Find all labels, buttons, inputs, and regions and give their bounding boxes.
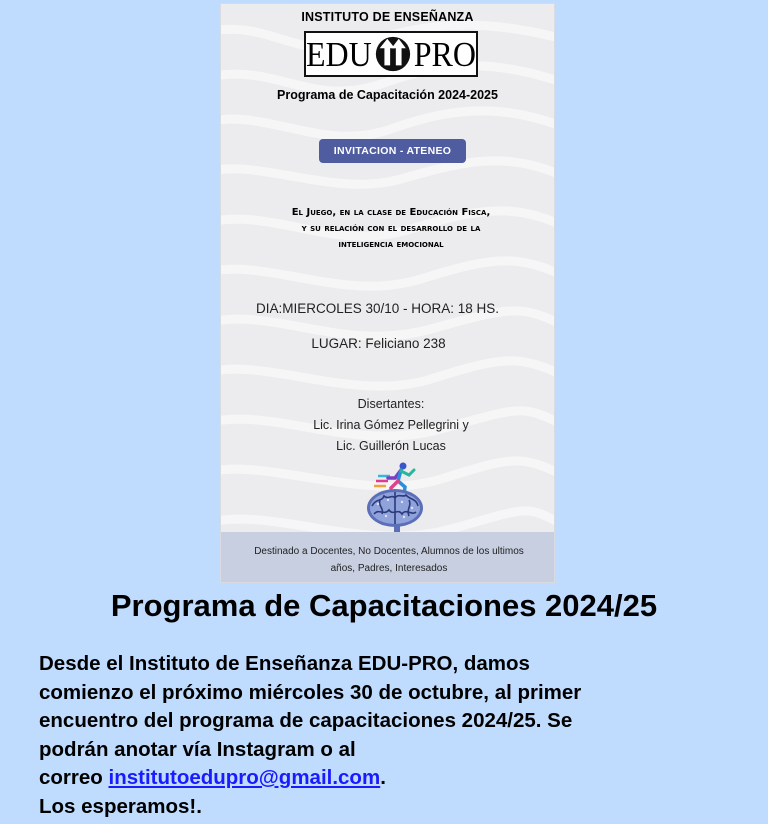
- topic-line: El Juego, en la clase de Educación Fisca,: [291, 207, 491, 218]
- email-prefix: correo: [39, 766, 109, 789]
- arrow-icon: [373, 34, 413, 74]
- announcement-line: encuentro del programa de capacitaciones 2024/25. Se: [39, 709, 573, 732]
- speaker-name: Lic. Irina Gómez Pellegrini y: [313, 418, 469, 432]
- logo-text-left: EDU: [306, 34, 372, 74]
- email-line: [39, 764, 739, 793]
- closing-line: Los esperamos!.: [39, 794, 202, 818]
- page-headline: Programa de Capacitaciones 2024/25: [110, 588, 658, 623]
- event-place: LUGAR: Feliciano 238: [311, 336, 446, 351]
- email-link[interactable]: institutoedupro@gmail.com: [108, 766, 381, 789]
- announcement-line: podrán anotar vía Instagram o al: [39, 737, 356, 761]
- date-time: DIA:MIERCOLES 30/10 - HORA: 18 HS.: [255, 301, 500, 316]
- event-flyer: [221, 4, 554, 582]
- announcement-line: Desde el Instituto de Enseñanza EDU-PRO, damos: [39, 652, 530, 675]
- announcement-text: [39, 650, 739, 821]
- audience-line: Destinado a Docentes, No Docentes, Alumnos de los ultimos: [254, 546, 524, 557]
- brain-icon: [364, 486, 426, 534]
- announcement-line: comienzo el próximo miércoles 30 de octubre, al primer: [39, 680, 582, 704]
- topic-text: [261, 205, 521, 253]
- speaker-name: Lic. Guillerón Lucas: [336, 439, 446, 453]
- audience-text: [233, 543, 545, 577]
- email-suffix: .: [380, 766, 386, 789]
- edupro-logo: [304, 31, 478, 77]
- invitation-badge: INVITACION - ATENEO: [319, 139, 466, 163]
- topic-line: inteligencia emocional: [338, 239, 444, 250]
- audience-line: años, Padres, Interesados: [330, 563, 448, 574]
- program-title: Programa de Capacitación 2024-2025: [277, 88, 498, 102]
- speakers-label: Disertantes:: [357, 397, 425, 411]
- speakers-block: [291, 394, 491, 457]
- logo-text-right: PRO: [413, 34, 476, 74]
- topic-line: y su relación con el desarrollo de la: [301, 223, 481, 234]
- institution-title: INSTITUTO DE ENSEÑANZA: [301, 10, 474, 24]
